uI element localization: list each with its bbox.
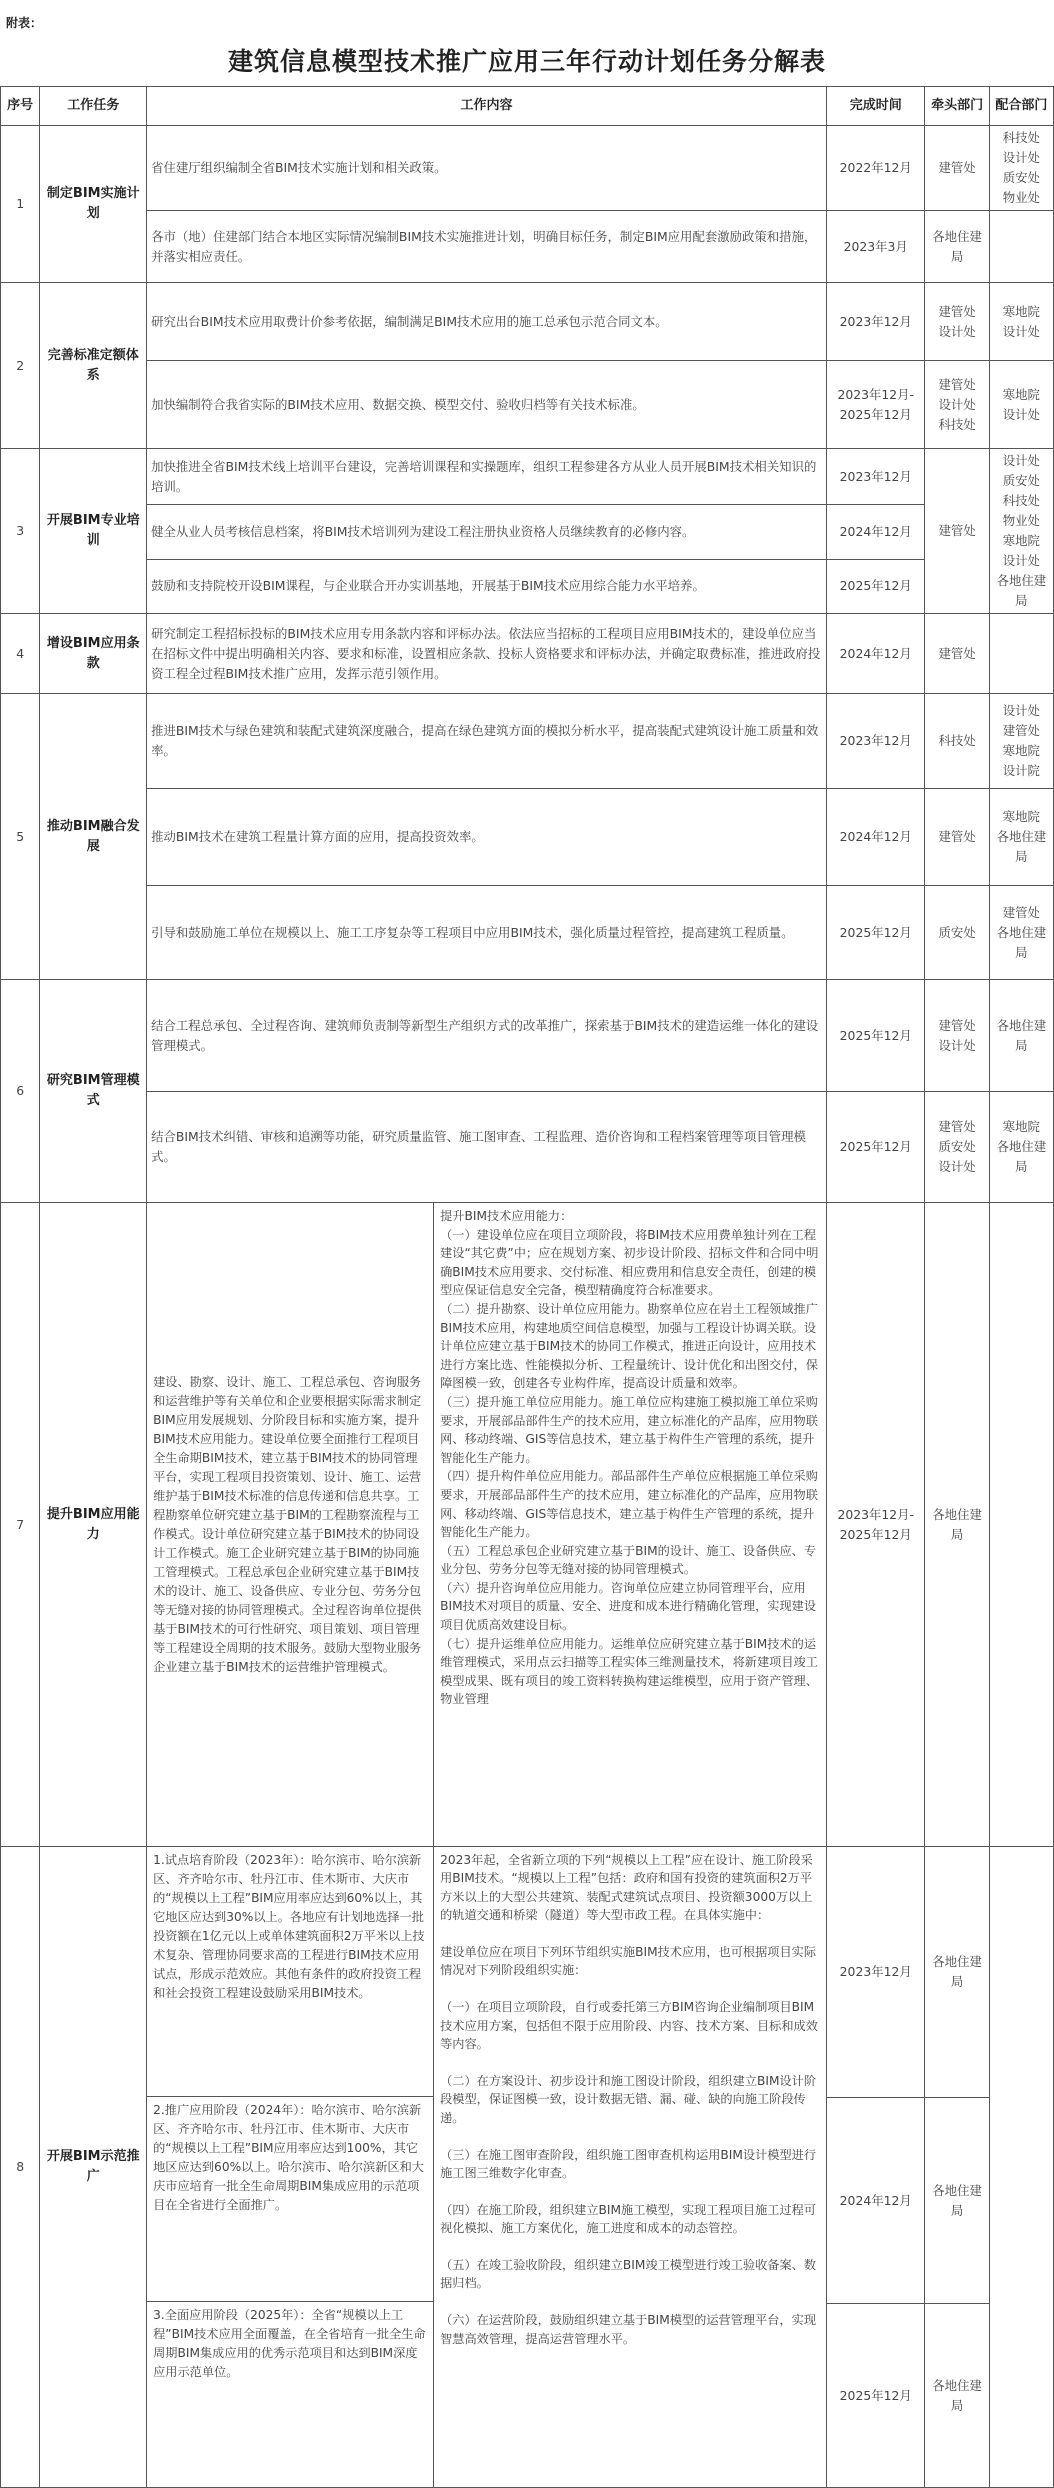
time-cell: 2024年12月 — [827, 614, 925, 694]
time-cell: 2023年3月 — [827, 211, 925, 283]
time-phase-2: 2024年12月 — [827, 2098, 924, 2304]
time-cell: 2025年12月 — [827, 1092, 925, 1203]
phase-2: 2.推广应用阶段（2024年）：哈尔滨市、哈尔滨新区、齐齐哈尔市、牡丹江市、佳木斯市、大庆市的“规模以上工程”BIM应用率应达到100%，其它地区应达到60%以上。哈尔滨市、哈尔滨新区和大庆市应培育一批全生命周期BIM集成应用的示范项目在全省进行全面推广。 — [147, 2097, 433, 2302]
table-row — [1, 559, 1054, 613]
row-no: 3 — [1, 449, 40, 614]
content-right: 提升BIM技术应用能力： （一）建设单位应在项目立项阶段，将BIM技术应用费单独计列在工程建设“其它费”中；应在规划方案、初步设计阶段、招标文件和合同中明确BIM技术应用要求、交付标准、相应费用和信息安全责任，创建的模型应保证信息安全完备，模型精确度符合标准要求。 （二）提升勘察、设计单位应用能力。勘察单位应在岩土工程领域推广BIM技术应用，构建地质空间信息模型，加强与工程设计协调关联。设计单位应建立基于BIM技术的协同工作模式，推进正向设计，应用技术进行方案比选、性能模拟分析、工程量统计、设计优化和出图交付，保障图模一致，创建各专业构件库，提高设计质量和效率。 （三）提升施工单位应用能力。施工单位应构建施工模拟施工单位采购要求，开展部品部件生产的技术应用，建立标准化的产品库，应用物联网、移动终端、GIS等信息技术，建立基于构件生产管理的系统，提升智能化生产能力。 （四）提升构件单位应用能力。部品部件生产单位应根据施工单位采购要求，开展部品部件生产的技术应用，建立标准化的产品库，应用物联网、移动终端、GIS等信息技术，建立基于构件生产管理的系统，提升智能化生产能力。 （五）工程总承包企业研究建立基于BIM的设计、施工、设备供应、专业分包、劳务分包等无缝对接的协同管理模式。 （六）提升咨询单位应用能力。咨询单位应建立协同管理平台，应用BIM技术对项目的质量、安全、进度和成本进行精确化管理，实现建设项目优质高效建设目标。 （七）提升运维单位应用能力。运维单位应研究建立基于BIM技术的运维管理模式，采用点云扫描等工程实体三维测量技术，将新建项目竣工模型成果、既有项目的竣工资料转换构建运维模型，应用于资产管理、物业管理 — [440, 1209, 819, 1707]
header-lead: 牵头部门 — [925, 87, 989, 126]
coop-cell — [989, 211, 1053, 283]
time-stack — [827, 1847, 924, 2487]
lead-cell: 各地住建局 — [925, 211, 989, 283]
task-table — [0, 86, 1054, 2488]
row-task: 研究BIM管理模式 — [40, 980, 147, 1203]
table-row — [1, 361, 1054, 449]
content-cell: 加快推进全省BIM技术线上培训平台建设，完善培训课程和实操题库，组织工程参建各方从业人员开展BIM技术相关知识的培训。 — [147, 449, 827, 505]
lead-cell: 质安处 — [925, 886, 989, 980]
lead-cell: 建管处 设计处 — [925, 283, 989, 361]
content-cell: 研究出台BIM技术应用取费计价参考依据，编制满足BIM技术应用的施工总承包示范合同文本。 — [147, 283, 827, 361]
coop-cell: 设计处 建管处 寒地院 设计院 — [989, 694, 1053, 789]
content-cell — [147, 1203, 827, 1847]
attachment-label: 附表： — [6, 16, 43, 30]
time-cell: 2023年12月 — [827, 449, 925, 505]
lead-cell: 建管处 设计处 科技处 — [925, 361, 989, 449]
row-no: 2 — [1, 283, 40, 449]
table-row — [1, 283, 1054, 361]
row-task: 推动BIM融合发展 — [40, 694, 147, 980]
row-task: 开展BIM示范推广 — [40, 1847, 147, 2488]
row-task: 开展BIM专业培训 — [40, 449, 147, 614]
content-cell — [147, 1847, 827, 2488]
content-left-text: 建设、勘察、设计、施工、工程总承包、咨询服务和运营维护等有关单位和企业要根据实际需求制定BIM应用发展规划、分阶段目标和实施方案，提升BIM技术应用能力。建设单位要全面推行工程项目全生命期BIM技术，建立基于BIM技术的协同管理平台，实现工程项目投资策划、设计、施工、运营维护基于BIM技术标准的信息传递和信息共享。工程勘察单位研究建立基于BIM的工程勘察流程与工作模式。设计单位研究建立基于BIM技术的协同设计工作模式。施工企业研究建立基于BIM的协同施工管理模式。工程总承包企业研究建立基于BIM技术的设计、施工、设备供应、专业分包、劳务分包等无缝对接的协同管理模式。全过程咨询单位提供基于BIM技术的可行性研究、项目策划、项目管理等工程建设全周期的技术服务。鼓励大型物业服务企业建立基于BIM技术的运营维护管理模式。 — [153, 1374, 422, 1674]
lead-cell: 建管处 设计处 — [925, 980, 989, 1092]
lead-cell: 建管处 — [925, 614, 989, 694]
table-row — [1, 694, 1054, 789]
table-row — [1, 614, 1054, 694]
lead-phase-2: 各地住建局 — [925, 2098, 988, 2304]
lead-cell: 建管处 — [925, 449, 989, 614]
lead-cell: 各地住建局 — [925, 1203, 989, 1847]
coop-cell: 设计处 质安处 科技处 物业处 寒地院 设计处 各地住建局 — [989, 449, 1053, 614]
header-no: 序号 — [1, 87, 40, 126]
table-row — [1, 1847, 1054, 2488]
time-cell: 2025年12月 — [827, 559, 925, 613]
coop-cell: 建管处 各地住建局 — [989, 886, 1053, 980]
lead-cell — [925, 1847, 989, 2488]
table-row — [1, 1092, 1054, 1203]
row-no: 1 — [1, 126, 40, 283]
header-task: 工作任务 — [40, 87, 147, 126]
table-row — [1, 886, 1054, 980]
content-cell: 鼓励和支持院校开设BIM课程，与企业联合开办实训基地，开展基于BIM技术应用综合能力水平培养。 — [147, 559, 827, 613]
content-cell: 推动BIM技术在建筑工程量计算方面的应用，提高投资效率。 — [147, 789, 827, 886]
coop-cell — [989, 1847, 1053, 2488]
table-row — [1, 126, 1054, 211]
header-coop: 配合部门 — [989, 87, 1053, 126]
table-row — [1, 980, 1054, 1092]
time-cell: 2025年12月 — [827, 886, 925, 980]
lead-cell: 建管处 质安处 设计处 — [925, 1092, 989, 1203]
coop-cell: 寒地院 设计处 — [989, 283, 1053, 361]
time-cell: 2022年12月 — [827, 126, 925, 211]
coop-cell — [989, 614, 1053, 694]
row-task: 增设BIM应用条款 — [40, 614, 147, 694]
time-cell: 2023年12月 — [827, 283, 925, 361]
coop-cell: 各地住建局 — [989, 980, 1053, 1092]
time-cell: 2024年12月 — [827, 505, 925, 559]
phase-1: 1.试点培育阶段（2023年）：哈尔滨市、哈尔滨新区、齐齐哈尔市、牡丹江市、佳木斯市、大庆市的“规模以上工程”BIM应用率应达到60%以上，其它地区应达到30%以上。各地应有计划地选择一批投资额在1亿元以上或单体建筑面积2万平米以上技术复杂、管理协同要求高的工程进行BIM技术应用试点，形成示范效应。其他有条件的政府投资工程和社会投资工程建设鼓励采用BIM技术。 — [147, 1847, 433, 2097]
time-phase-1: 2023年12月 — [827, 1847, 924, 2098]
time-cell — [827, 1847, 925, 2488]
document-title: 建筑信息模型技术推广应用三年行动计划任务分解表 — [227, 47, 826, 76]
row-no: 4 — [1, 614, 40, 694]
row-no: 7 — [1, 1203, 40, 1847]
table-row — [1, 211, 1054, 283]
content-cell: 推进BIM技术与绿色建筑和装配式建筑深度融合，提高在绿色建筑方面的模拟分析水平，提高装配式建筑设计施工质量和效率。 — [147, 694, 827, 789]
row-no: 8 — [1, 1847, 40, 2488]
row-task: 提升BIM应用能力 — [40, 1203, 147, 1847]
coop-cell: 寒地院 各地住建局 — [989, 789, 1053, 886]
header-time: 完成时间 — [827, 87, 925, 126]
coop-cell — [989, 1203, 1053, 1847]
content-cell: 结合工程总承包、全过程咨询、建筑师负责制等新型生产组织方式的改革推广，探索基于BIM技术的建造运维一体化的建设管理模式。 — [147, 980, 827, 1092]
time-cell: 2023年12月- 2025年12月 — [827, 1203, 925, 1847]
row-no: 6 — [1, 980, 40, 1203]
time-cell: 2025年12月 — [827, 980, 925, 1092]
content-cell: 省住建厅组织编制全省BIM技术实施计划和相关政策。 — [147, 126, 827, 211]
table-row — [1, 505, 1054, 559]
table-row — [1, 789, 1054, 886]
table-header-row — [1, 87, 1054, 126]
table-row — [1, 1203, 1054, 1847]
row-no: 5 — [1, 694, 40, 980]
content-cell: 各市（地）住建部门结合本地区实际情况编制BIM技术实施推进计划，明确目标任务，制定BIM应用配套激励政策和措施，并落实相应责任。 — [147, 211, 827, 283]
row-task: 完善标准定额体系 — [40, 283, 147, 449]
coop-cell: 寒地院 各地住建局 — [989, 1092, 1053, 1203]
table-row — [1, 449, 1054, 505]
phase-3: 3.全面应用阶段（2025年）：全省“规模以上工程”BIM技术应用全面覆盖，在全省培育一批全生命周期BIM集成应用的优秀示范项目和达到BIM深度应用示范单位。 — [153, 2308, 426, 2379]
content-cell: 加快编制符合我省实际的BIM技术应用、数据交换、模型交付、验收归档等有关技术标准。 — [147, 361, 827, 449]
content-cell: 健全从业人员考核信息档案，将BIM技术培训列为建设工程注册执业资格人员继续教育的必修内容。 — [147, 505, 827, 559]
time-cell: 2024年12月 — [827, 789, 925, 886]
header-content: 工作内容 — [147, 87, 827, 126]
content-right: 2023年起，全省新立项的下列“规模以上工程”应在设计、施工阶段采用BIM技术。“规模以上工程”包括：政府和国有投资的建筑面积2万平方米以上的大型公共建筑、装配式建筑试点项目、投资额3000万以上的轨道交通和桥梁（隧道）等大型市政工程。在具体实施中： 建设单位应在项目下列环节组织实施BIM技术应用，也可根据项目实际情况对下列阶段组织实施： （一）在项目立项阶段，自行或委托第三方BIM咨询企业编制项目BIM技术应用方案，包括但不限于应用阶段、内容、技术方案、目标和成效等内容。 （二）在方案设计、初步设计和施工图设计阶段，组织建立BIM设计阶段模型，保证图模一致，设计数据无错、漏、碰、缺的向施工阶段传递。 （三）在施工图审查阶段，组织施工图审查机构运用BIM设计模型进行施工图三维数字化审查。 （四）在施工阶段，组织建立BIM施工模型，实现工程项目施工过程可视化模拟、施工方案优化，施工进度和成本的动态管控。 （五）在竣工验收阶段，组织建立BIM竣工模型进行竣工验收备案、数据归档。 （六）在运营阶段，鼓励组织建立基于BIM模型的运营管理平台，实现智慧高效管理，提高运营管理水平。 — [440, 1853, 818, 2346]
lead-stack — [925, 1847, 988, 2487]
content-left — [147, 1203, 434, 1846]
time-phase-3: 2025年12月 — [839, 2387, 912, 2403]
time-cell: 2023年12月 — [827, 694, 925, 789]
phase-column — [147, 1847, 434, 2487]
coop-cell: 科技处 设计处 质安处 物业处 — [989, 126, 1053, 211]
lead-cell: 建管处 — [925, 789, 989, 886]
time-cell: 2023年12月- 2025年12月 — [827, 361, 925, 449]
content-cell: 研究制定工程招标投标的BIM技术应用专用条款内容和评标办法。依法应当招标的工程项目应用BIM技术的，建设单位应当在招标文件中提出明确相关内容、要求和标准，设置相应条款、投标人资格要求和评标办法，并确定取费标准，推进政府投资工程全过程BIM技术推广应用，发挥示范引领作用。 — [147, 614, 827, 694]
content-cell: 引导和鼓励施工单位在规模以上、施工工序复杂等工程项目中应用BIM技术，强化质量过程管控，提高建筑工程质量。 — [147, 886, 827, 980]
lead-phase-1: 各地住建局 — [925, 1847, 988, 2098]
lead-phase-3: 各地住建局 — [932, 2377, 982, 2413]
lead-cell: 科技处 — [925, 694, 989, 789]
row-task: 制定BIM实施计划 — [40, 126, 147, 283]
content-cell: 结合BIM技术纠错、审核和追溯等功能，研究质量监管、施工图审查、工程监理、造价咨询和工程档案管理等项目管理模式。 — [147, 1092, 827, 1203]
lead-cell: 建管处 — [925, 126, 989, 211]
coop-cell: 寒地院 设计处 — [989, 361, 1053, 449]
